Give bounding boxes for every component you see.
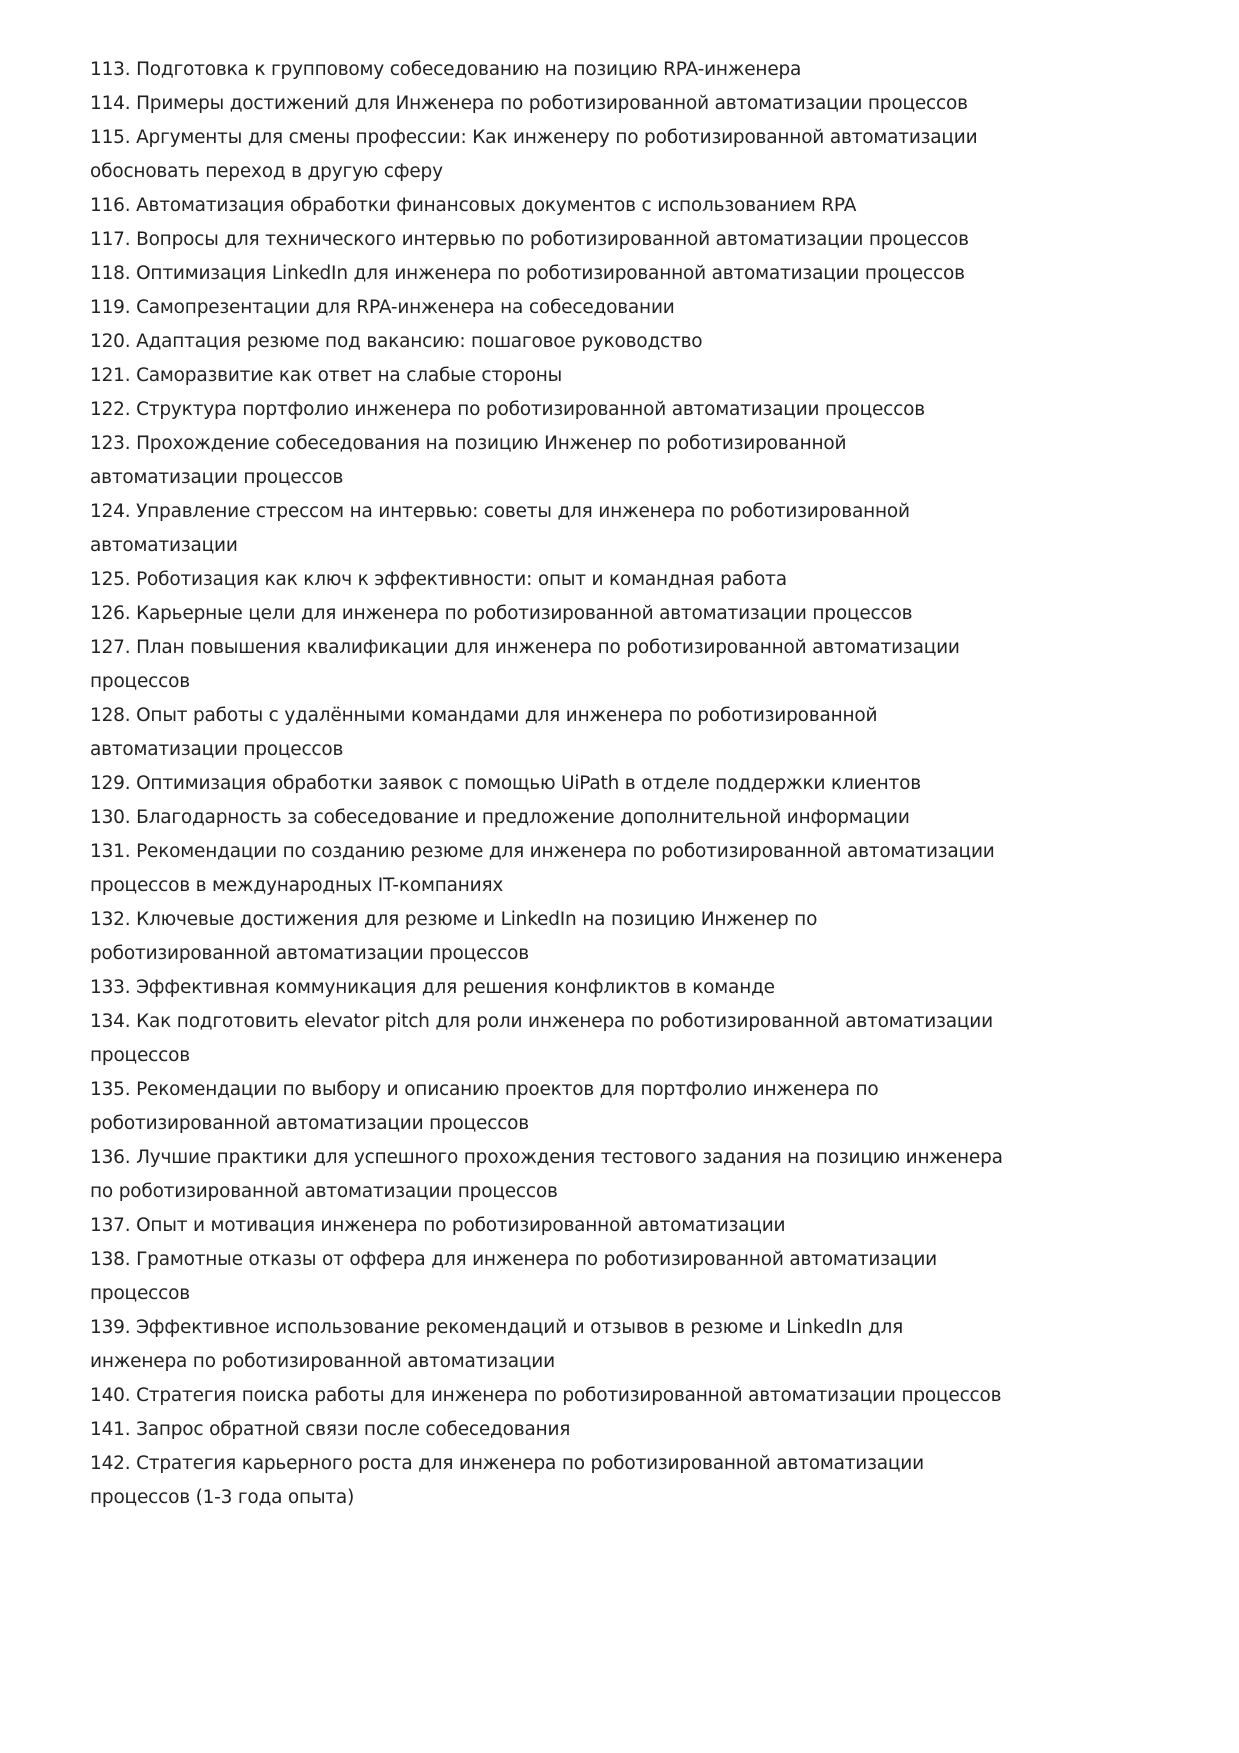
- list-item: [90, 223, 1090, 257]
- list-item-line: автоматизации: [90, 535, 238, 556]
- list-item: [90, 767, 1090, 801]
- list-item-line: 122. Структура портфолио инженера по роботизированной автоматизации процессов: [90, 399, 925, 420]
- list-item-line: 121. Саморазвитие как ответ на слабые стороны: [90, 365, 563, 386]
- list-item: [90, 1141, 1090, 1209]
- list-item: [90, 87, 1090, 121]
- list-item: [90, 597, 1090, 631]
- list-item-line: процессов: [90, 1045, 190, 1066]
- list-item: [90, 427, 1090, 495]
- list-item-line: роботизированной автоматизации процессов: [90, 1113, 529, 1134]
- list-item-line: автоматизации процессов: [90, 739, 344, 760]
- list-item: [90, 801, 1090, 835]
- list-item: [90, 325, 1090, 359]
- list-item-line: процессов (1-3 года опыта): [90, 1487, 355, 1508]
- list-item-line: 118. Оптимизация LinkedIn для инженера по роботизированной автоматизации процессов: [90, 263, 965, 284]
- list-item-line: 136. Лучшие практики для успешного прохождения тестового задания на позицию инженера: [90, 1147, 1003, 1168]
- list-item-line: 128. Опыт работы с удалёнными командами для инженера по роботизированной: [90, 705, 878, 726]
- list-item-line: 120. Адаптация резюме под вакансию: пошаговое руководство: [90, 331, 703, 352]
- list-item-line: 116. Автоматизация обработки финансовых документов с использованием RPA: [90, 195, 857, 216]
- list-item-line: по роботизированной автоматизации процессов: [90, 1181, 558, 1202]
- list-item-line: 113. Подготовка к групповому собеседованию на позицию RPA-инженера: [90, 59, 802, 80]
- list-item: [90, 393, 1090, 427]
- list-item: [90, 1005, 1090, 1073]
- list-item-line: 142. Стратегия карьерного роста для инженера по роботизированной автоматизации: [90, 1453, 924, 1474]
- list-item: [90, 563, 1090, 597]
- list-item: [90, 835, 1090, 903]
- list-item: [90, 495, 1090, 563]
- list-item: [90, 291, 1090, 325]
- list-item: [90, 971, 1090, 1005]
- list-item-line: 124. Управление стрессом на интервью: советы для инженера по роботизированной: [90, 501, 910, 522]
- list-item: [90, 121, 1090, 189]
- list-item-line: обосновать переход в другую сферу: [90, 161, 443, 182]
- list-item-line: 137. Опыт и мотивация инженера по роботизированной автоматизации: [90, 1215, 786, 1236]
- list-item: [90, 1243, 1090, 1311]
- list-item-line: 138. Грамотные отказы от оффера для инженера по роботизированной автоматизации: [90, 1249, 937, 1270]
- list-item-line: 135. Рекомендации по выбору и описанию проектов для портфолио инженера по: [90, 1079, 879, 1100]
- list-item-line: инженера по роботизированной автоматизации: [90, 1351, 555, 1372]
- list-item-line: 119. Самопрезентации для RPA-инженера на собеседовании: [90, 297, 675, 318]
- list-item-line: процессов: [90, 1283, 190, 1304]
- list-item: [90, 1413, 1090, 1447]
- list-item-line: 125. Роботизация как ключ к эффективности: опыт и командная работа: [90, 569, 787, 590]
- list-item-line: 139. Эффективное использование рекомендаций и отзывов в резюме и LinkedIn для: [90, 1317, 904, 1338]
- article-list: [90, 53, 1090, 1515]
- list-item: [90, 903, 1090, 971]
- list-item: [90, 53, 1090, 87]
- list-item-line: 123. Прохождение собеседования на позицию Инженер по роботизированной: [90, 433, 847, 454]
- list-item: [90, 631, 1090, 699]
- list-item: [90, 1073, 1090, 1141]
- list-item-line: 114. Примеры достижений для Инженера по роботизированной автоматизации процессов: [90, 93, 968, 114]
- list-item-line: 115. Аргументы для смены профессии: Как инженеру по роботизированной автоматизации: [90, 127, 978, 148]
- list-item: [90, 1379, 1090, 1413]
- list-item-line: процессов в международных IT-компаниях: [90, 875, 504, 896]
- list-item-line: 141. Запрос обратной связи после собеседования: [90, 1419, 571, 1440]
- list-item: [90, 1447, 1090, 1515]
- list-item-line: 130. Благодарность за собеседование и предложение дополнительной информации: [90, 807, 910, 828]
- list-item-line: 129. Оптимизация обработки заявок с помощью UiPath в отделе поддержки клиентов: [90, 773, 921, 794]
- list-item: [90, 699, 1090, 767]
- list-item: [90, 1311, 1090, 1379]
- list-item-line: 131. Рекомендации по созданию резюме для инженера по роботизированной автоматизации: [90, 841, 995, 862]
- list-item-line: роботизированной автоматизации процессов: [90, 943, 529, 964]
- list-item-line: процессов: [90, 671, 190, 692]
- list-item-line: 117. Вопросы для технического интервью по роботизированной автоматизации процессов: [90, 229, 969, 250]
- list-item-line: автоматизации процессов: [90, 467, 344, 488]
- list-item-line: 140. Стратегия поиска работы для инженера по роботизированной автоматизации процессов: [90, 1385, 1002, 1406]
- list-item-line: 132. Ключевые достижения для резюме и LinkedIn на позицию Инженер по: [90, 909, 818, 930]
- list-item-line: 133. Эффективная коммуникация для решения конфликтов в команде: [90, 977, 775, 998]
- list-item: [90, 1209, 1090, 1243]
- list-item-line: 127. План повышения квалификации для инженера по роботизированной автоматизации: [90, 637, 960, 658]
- list-item-line: 126. Карьерные цели для инженера по роботизированной автоматизации процессов: [90, 603, 913, 624]
- list-item: [90, 359, 1090, 393]
- list-item: [90, 257, 1090, 291]
- list-item: [90, 189, 1090, 223]
- list-item-line: 134. Как подготовить elevator pitch для роли инженера по роботизированной автоматизации: [90, 1011, 993, 1032]
